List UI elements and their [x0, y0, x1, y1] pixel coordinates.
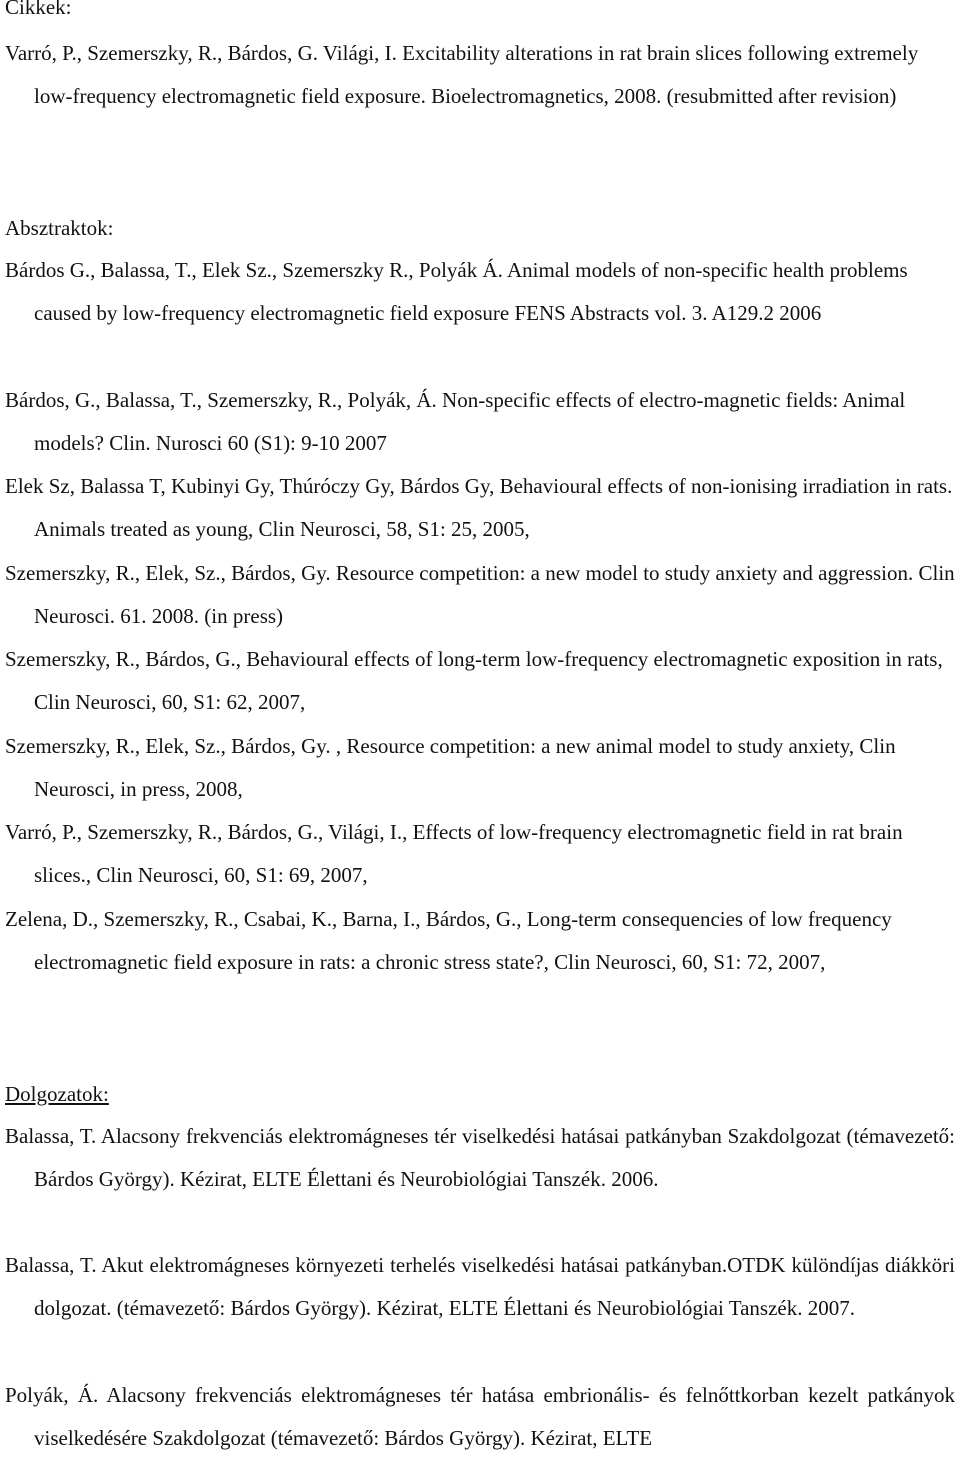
reference-entry: Balassa, T. Akut elektromágneses környezeti terhelés viselkedési hatásai patkányban.OTDK különdíjas diákköri dolgozat. (témavezető: Bárdos György). Kézirat, ELTE Élettani és Neurobiológiai Tanszék. 2007. [5, 1253, 955, 1321]
section-heading-absztraktok: Absztraktok: [5, 216, 114, 240]
reference-entry: Bárdos G., Balassa, T., Elek Sz., Szemerszky R., Polyák Á. Animal models of non-specific health problems caused by low-frequency electromagnetic field exposure FENS Abstracts vol. 3. A129.2 2006 [5, 258, 908, 326]
reference-entry: Varró, P., Szemerszky, R., Bárdos, G. Világi, I. Excitability alterations in rat brain slices following extremely low-frequency electromagnetic field exposure. Bioelectromagnetics, 2008. (resubmitted after revision) [5, 41, 919, 109]
section-heading-cikkek: Cikkek: [5, 0, 72, 19]
reference-entry: Zelena, D., Szemerszky, R., Csabai, K., Barna, I., Bárdos, G., Long-term consequencies of low frequency electromagnetic field exposure in rats: a chronic stress state?, Clin Neurosci, 60, S1: 72, 2007, [5, 907, 892, 975]
reference-entry: Bárdos, G., Balassa, T., Szemerszky, R., Polyák, Á. Non-specific effects of electro-magnetic fields: Animal models? Clin. Nurosci 60 (S1): 9-10 2007 [5, 388, 906, 456]
reference-entry: Balassa, T. Alacsony frekvenciás elektromágneses tér viselkedési hatásai patkányban Szakdolgozat (témavezető: Bárdos György). Kézirat, ELTE Élettani és Neurobiológiai Tanszék. 2006. [5, 1124, 955, 1192]
reference-entry: Szemerszky, R., Bárdos, G., Behavioural effects of long-term low-frequency electromagnetic exposition in rats, Clin Neurosci, 60, S1: 62, 2007, [5, 647, 943, 715]
reference-entry: Szemerszky, R., Elek, Sz., Bárdos, Gy. Resource competition: a new model to study anxiety and aggression. Clin Neurosci. 61. 2008. (in press) [5, 561, 955, 629]
reference-entry: Varró, P., Szemerszky, R., Bárdos, G., Világi, I., Effects of low-frequency electromagnetic field in rat brain slices., Clin Neurosci, 60, S1: 69, 2007, [5, 820, 903, 888]
reference-entry: Polyák, Á. Alacsony frekvenciás elektromágneses tér hatása embrionális- és felnőttkorban kezelt patkányok viselkedésére Szakdolgozat (témavezető: Bárdos György). Kézirat, ELTE [5, 1383, 955, 1451]
reference-entry: Elek Sz, Balassa T, Kubinyi Gy, Thúróczy Gy, Bárdos Gy, Behavioural effects of non-ionising irradiation in rats. Animals treated as young, Clin Neurosci, 58, S1: 25, 2005, [5, 474, 953, 542]
reference-entry: Szemerszky, R., Elek, Sz., Bárdos, Gy. , Resource competition: a new animal model to study anxiety, Clin Neurosci, in press, 2008, [5, 734, 896, 802]
section-heading-dolgozatok: Dolgozatok: [5, 1082, 109, 1106]
